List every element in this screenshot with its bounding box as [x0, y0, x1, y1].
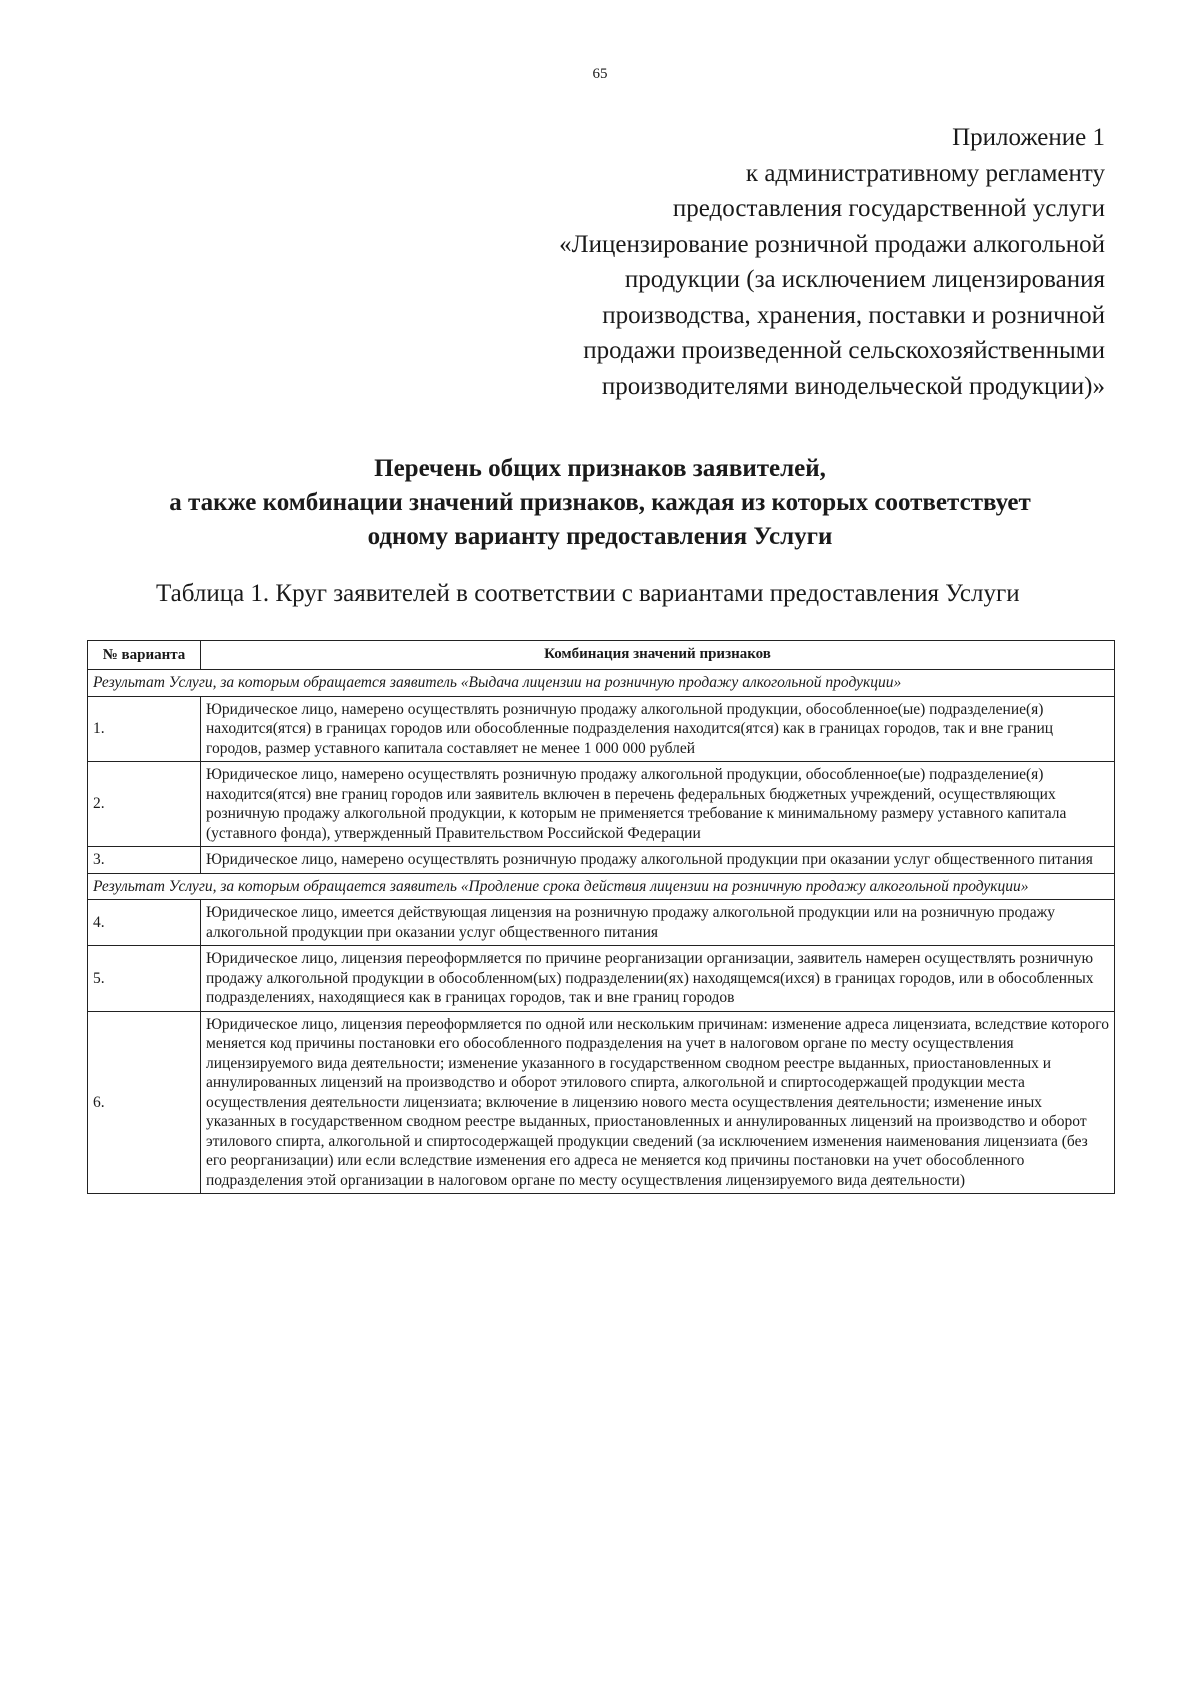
appendix-line: производителями винодельческой продукции)»: [601, 372, 1105, 400]
variant-number: 2.: [88, 762, 201, 847]
variant-description: Юридическое лицо, имеется действующая лицензия на розничную продажу алкогольной продукции или на розничную продажу алкогольной продукции при оказании услуг общественного питания: [201, 900, 1115, 946]
table-header-row: [88, 641, 1115, 670]
appendix-line: производства, хранения, поставки и розничной: [602, 301, 1105, 329]
section-extend-license: Результат Услуги, за которым обращается заявитель «Продление срока действия лицензии на розничную продажу алкогольной продукции»: [88, 873, 1115, 900]
appendix-line: предоставления государственной услуги: [672, 195, 1105, 222]
variant-number: 4.: [88, 900, 201, 946]
variant-number: 3.: [88, 847, 201, 874]
variant-number: 5.: [88, 946, 201, 1012]
variant-description: Юридическое лицо, намерено осуществлять розничную продажу алкогольной продукции при оказании услуг общественного питания: [201, 847, 1115, 874]
header-variant-number: № варианта: [88, 641, 201, 670]
title-line: одному варианту предоставления Услуги: [367, 523, 833, 550]
table-row: [88, 1011, 1115, 1194]
appendix-line: продажи произведенной сельскохозяйственными: [583, 337, 1105, 364]
variants-table: [87, 640, 1115, 1194]
document-title: [60, 452, 1140, 554]
table-row: [88, 847, 1115, 874]
table-caption: [86, 578, 1116, 609]
table-row: [88, 762, 1115, 847]
variant-number: 6.: [88, 1011, 201, 1194]
variant-description: Юридическое лицо, лицензия переоформляется по причине реорганизации организации, заявитель намерен осуществлять розничную продажу алкогольной продукции в обособленном(ых) подразделении(ях) находящемся(ихся) в границах городов, или в обособленных подразделениях, находящиеся как в границах городов, так и вне границ городов: [201, 946, 1115, 1012]
page-number: 65: [592, 66, 608, 82]
variant-description: Юридическое лицо, намерено осуществлять розничную продажу алкогольной продукции, обособленное(ые) подразделение(я) находится(ятся) в границах городов или обособленные подразделения находится(ятся) как в границах городов, так и вне границ городов, размер уставного капитала составляет не менее 1 000 000 рублей: [201, 696, 1115, 762]
table-row: [88, 900, 1115, 946]
variant-number: 1.: [88, 696, 201, 762]
table-caption-text: Таблица 1. Круг заявителей в соответствии с вариантами предоставления Услуги: [156, 580, 1020, 607]
variant-description: Юридическое лицо, лицензия переоформляется по одной или нескольким причинам: изменение адреса лицензиата, вследствие которого меняется код причины постановки его обособленного подразделения на учет в налоговом органе по месту осуществления лицензируемого вида деятельности; изменение указанного в государственном сводном реестре выданных, приостановленных и аннулированных лицензий на производство и оборот этилового спирта, алкогольной и спиртосодержащей продукции места осуществления деятельности лицензиата; включение в лицензию нового места осуществления деятельности; изменение иных указанных в государственном сводном реестре выданных, приостановленных и аннулированных лицензий на производство и оборот этилового спирта, алкогольной и спиртосодержащей продукции сведений (за исключением изменения наименования лицензиата (без его реорганизации) или если вследствие изменения его адреса не меняется код причины постановки на учет обособленного подразделения этой организации в налоговом органе по месту осуществления лицензируемого вида деятельности): [201, 1011, 1115, 1194]
header-combination: Комбинация значений признаков: [201, 641, 1115, 670]
section-row: [88, 873, 1115, 900]
appendix-line: к административному регламенту: [745, 159, 1105, 187]
appendix-line: «Лицензирование розничной продажи алкогольной: [559, 230, 1105, 258]
section-issue-license: Результат Услуги, за которым обращается заявитель «Выдача лицензии на розничную продажу алкогольной продукции»: [88, 670, 1115, 697]
title-line: Перечень общих признаков заявителей,: [374, 455, 826, 482]
title-line: а также комбинации значений признаков, каждая из которых соответствует: [169, 489, 1031, 516]
table-row: [88, 946, 1115, 1012]
appendix-line: продукции (за исключением лицензирования: [624, 266, 1105, 293]
appendix-line: Приложение 1: [952, 124, 1105, 151]
appendix-header: [405, 120, 1105, 404]
table-row: [88, 696, 1115, 762]
section-row: [88, 670, 1115, 697]
variant-description: Юридическое лицо, намерено осуществлять розничную продажу алкогольной продукции, обособленное(ые) подразделение(я) находится(ятся) вне границ городов или заявитель включен в перечень федеральных бюджетных учреждений, осуществляющих розничную продажу алкогольной продукции, к которым не применяется требование к минимальному размеру уставного капитала (уставного фонда), утвержденный Правительством Российской Федерации: [201, 762, 1115, 847]
